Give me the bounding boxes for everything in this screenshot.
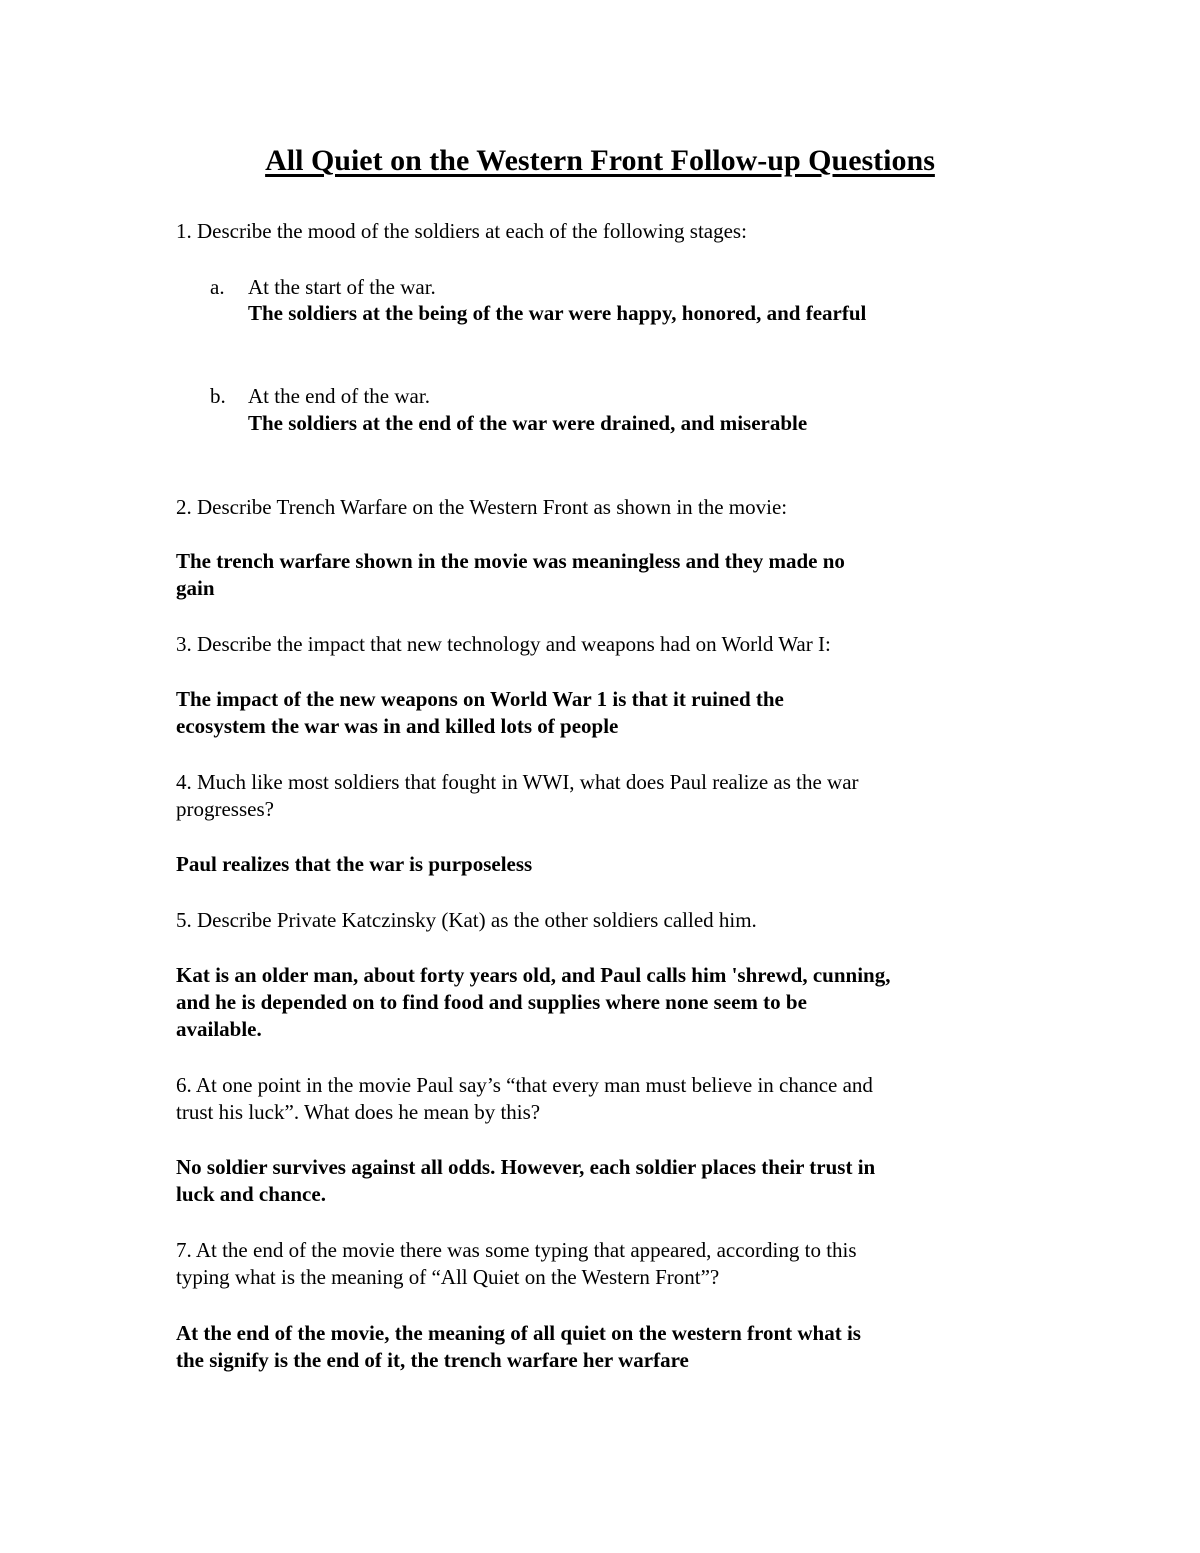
answer-7-line-1: At the end of the movie, the meaning of all quiet on the western front what is [176, 1321, 861, 1345]
answer-3-line-1: The impact of the new weapons on World War 1 is that it ruined the [176, 687, 784, 711]
question-6-line-2: trust his luck”. What does he mean by this? [176, 1100, 541, 1124]
subitem-a-answer: The soldiers at the being of the war were happy, honored, and fearful [248, 301, 867, 325]
answer-2-line-2: gain [176, 576, 215, 600]
answer-5-line-1: Kat is an older man, about forty years old, and Paul calls him 'shrewd, cunning, [176, 963, 891, 987]
question-3: 3. Describe the impact that new technology and weapons had on World War I: [176, 632, 831, 656]
answer-3-line-2: ecosystem the war was in and killed lots of people [176, 714, 619, 738]
answer-5-line-3: available. [176, 1017, 262, 1041]
question-4-line-1: 4. Much like most soldiers that fought in WWI, what does Paul realize as the war [176, 770, 859, 794]
page-title: All Quiet on the Western Front Follow-up Questions [265, 144, 935, 177]
subitem-a-marker: a. [210, 275, 225, 299]
answer-7-line-2: the signify is the end of it, the trench warfare her warfare [176, 1348, 689, 1372]
answer-6-line-2: luck and chance. [176, 1182, 326, 1206]
answer-6-line-1: No soldier survives against all odds. However, each soldier places their trust in [176, 1155, 876, 1179]
subitem-b-text: At the end of the war. [248, 384, 430, 408]
subitem-a-text: At the start of the war. [248, 275, 436, 299]
question-7-line-2: typing what is the meaning of “All Quiet on the Western Front”? [176, 1265, 720, 1289]
subitem-b-marker: b. [210, 384, 226, 408]
answer-4-line-1: Paul realizes that the war is purposeless [176, 852, 533, 876]
answer-5-line-2: and he is depended on to find food and supplies where none seem to be [176, 990, 807, 1014]
question-6-line-1: 6. At one point in the movie Paul say’s “that every man must believe in chance and [176, 1073, 873, 1097]
question-4-line-2: progresses? [176, 797, 274, 821]
answer-2-line-1: The trench warfare shown in the movie was meaningless and they made no [176, 549, 845, 573]
question-5: 5. Describe Private Katczinsky (Kat) as the other soldiers called him. [176, 908, 757, 932]
question-7-line-1: 7. At the end of the movie there was some typing that appeared, according to this [176, 1238, 857, 1262]
question-1: 1. Describe the mood of the soldiers at each of the following stages: [176, 219, 747, 243]
subitem-b-answer: The soldiers at the end of the war were drained, and miserable [248, 411, 808, 435]
question-2: 2. Describe Trench Warfare on the Western Front as shown in the movie: [176, 495, 788, 519]
